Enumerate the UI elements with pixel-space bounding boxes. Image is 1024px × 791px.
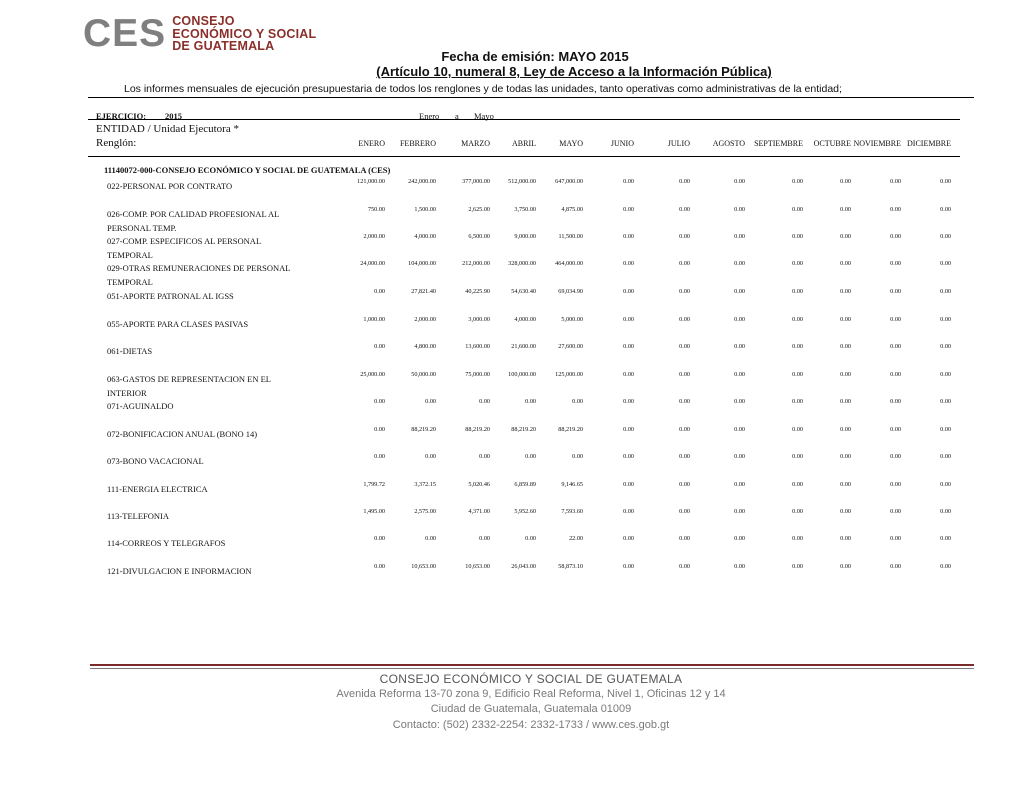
table-cell: 0.00: [679, 426, 690, 433]
row-label: 055-APORTE PARA CLASES PASIVAS: [107, 319, 249, 329]
table-cell: 0.00: [734, 288, 745, 295]
month-header: NOVIEMBRE: [853, 139, 901, 148]
table-cell: 88,219.20: [511, 426, 536, 433]
table-cell: 3,372.15: [414, 481, 436, 488]
month-header: AGOSTO: [712, 139, 745, 148]
periodo-to: Mayo: [474, 111, 494, 121]
table-cell: 9,000.00: [514, 233, 536, 240]
table-cell: 0.00: [890, 260, 901, 267]
table-cell: 0.00: [792, 563, 803, 570]
table-cell: 0.00: [679, 563, 690, 570]
table-cell: 0.00: [623, 398, 634, 405]
month-header: OCTUBRE: [813, 139, 851, 148]
footer-title: CONSEJO ECONÓMICO Y SOCIAL DE GUATEMALA: [379, 672, 683, 686]
table-cell: 100,000.00: [508, 371, 536, 378]
table-cell: 26,043.00: [511, 563, 536, 570]
table-cell: 0.00: [890, 371, 901, 378]
table-cell: 0.00: [734, 535, 745, 542]
table-cell: 0.00: [623, 343, 634, 350]
table-cell: 0.00: [734, 371, 745, 378]
table-cell: 0.00: [792, 426, 803, 433]
entidad-label: ENTIDAD / Unidad Ejecutora *: [96, 123, 239, 135]
table-cell: 13,600.00: [465, 343, 490, 350]
header-bottom-rule: [88, 156, 960, 157]
table-cell: 0.00: [374, 563, 385, 570]
table-cell: 0.00: [840, 260, 851, 267]
table-cell: 0.00: [840, 343, 851, 350]
ejercicio-label: EJERCICIO:: [96, 111, 147, 121]
table-cell: 0.00: [734, 563, 745, 570]
table-cell: 0.00: [623, 288, 634, 295]
table-cell: 0.00: [840, 481, 851, 488]
table-cell: 750.00: [367, 206, 385, 213]
table-cell: 0.00: [890, 233, 901, 240]
table-cell: 0.00: [679, 233, 690, 240]
table-cell: 0.00: [890, 178, 901, 185]
table-cell: 2,625.00: [468, 206, 490, 213]
row-label: 027-COMP. ESPECIFICOS AL PERSONAL TEMPORAL: [107, 236, 261, 260]
table-cell: 121,000.00: [357, 178, 385, 185]
legal-reference: (Artículo 10, numeral 8, Ley de Acceso a la Información Pública): [376, 64, 772, 79]
table-cell: 0.00: [792, 371, 803, 378]
table-cell: 0.00: [940, 178, 951, 185]
table-cell: 1,500.00: [414, 206, 436, 213]
month-header: MAYO: [559, 139, 583, 148]
table-cell: 0.00: [734, 178, 745, 185]
table-cell: 0.00: [374, 453, 385, 460]
table-cell: 0.00: [734, 426, 745, 433]
row-label: 029-OTRAS REMUNERACIONES DE PERSONAL TEMPORAL: [107, 263, 291, 287]
table-cell: 0.00: [734, 343, 745, 350]
table-cell: 1,495.00: [363, 508, 385, 515]
table-cell: 647,000.00: [555, 178, 583, 185]
footer-rule: [90, 664, 974, 666]
table-cell: 2,000.00: [414, 316, 436, 323]
table-cell: 0.00: [840, 206, 851, 213]
table-cell: 0.00: [792, 343, 803, 350]
table-cell: 0.00: [679, 371, 690, 378]
table-cell: 3,000.00: [468, 316, 490, 323]
table-cell: 69,034.90: [558, 288, 583, 295]
table-cell: 0.00: [425, 535, 436, 542]
entity-name: 11140072-000-CONSEJO ECONÓMICO Y SOCIAL DE GUATEMALA (CES): [104, 165, 391, 175]
table-cell: 0.00: [374, 535, 385, 542]
table-cell: 1,000.00: [363, 316, 385, 323]
table-cell: 0.00: [792, 260, 803, 267]
table-cell: 0.00: [679, 178, 690, 185]
table-cell: 0.00: [940, 426, 951, 433]
table-cell: 0.00: [840, 535, 851, 542]
table-top-rule: [88, 119, 960, 120]
table-cell: 0.00: [734, 481, 745, 488]
table-cell: 24,000.00: [360, 260, 385, 267]
table-cell: 0.00: [374, 398, 385, 405]
table-cell: 512,000.00: [508, 178, 536, 185]
header-divider: [88, 97, 974, 98]
table-cell: 1,799.72: [363, 481, 385, 488]
table-cell: 27,821.40: [411, 288, 436, 295]
table-cell: 0.00: [479, 535, 490, 542]
table-cell: 0.00: [374, 288, 385, 295]
table-cell: 0.00: [679, 343, 690, 350]
ejercicio-value: 2015: [165, 111, 182, 121]
table-cell: 377,000.00: [462, 178, 490, 185]
table-cell: 0.00: [940, 206, 951, 213]
table-cell: 0.00: [890, 563, 901, 570]
month-header: DICIEMBRE: [907, 139, 951, 148]
table-cell: 0.00: [425, 453, 436, 460]
footer-rule-thin: [90, 668, 974, 669]
table-cell: 0.00: [525, 453, 536, 460]
table-cell: 5,952.60: [514, 508, 536, 515]
table-cell: 212,000.00: [462, 260, 490, 267]
table-cell: 0.00: [734, 233, 745, 240]
periodo-a: a: [455, 111, 459, 121]
table-cell: 0.00: [679, 398, 690, 405]
footer-city: Ciudad de Guatemala, Guatemala 01009: [430, 703, 632, 715]
table-cell: 0.00: [940, 508, 951, 515]
month-header: JULIO: [667, 139, 690, 148]
table-cell: 0.00: [623, 563, 634, 570]
table-cell: 0.00: [734, 260, 745, 267]
table-cell: 0.00: [940, 343, 951, 350]
row-label: 051-APORTE PATRONAL AL IGSS: [107, 291, 234, 301]
table-cell: 0.00: [623, 178, 634, 185]
table-cell: 0.00: [792, 535, 803, 542]
table-cell: 6,500.00: [468, 233, 490, 240]
table-cell: 10,653.00: [465, 563, 490, 570]
row-label: 111-ENERGIA ELECTRICA: [107, 484, 208, 494]
table-cell: 4,000.00: [514, 316, 536, 323]
table-cell: 0.00: [890, 398, 901, 405]
footer-address: Avenida Reforma 13-70 zona 9, Edificio Real Reforma, Nivel 1, Oficinas 12 y 14: [336, 688, 726, 700]
table-cell: 0.00: [792, 178, 803, 185]
table-cell: 0.00: [940, 453, 951, 460]
table-cell: 0.00: [890, 206, 901, 213]
table-cell: 0.00: [792, 206, 803, 213]
month-header: FEBRERO: [399, 139, 436, 148]
table-cell: 0.00: [623, 453, 634, 460]
table-cell: 0.00: [890, 535, 901, 542]
table-cell: 0.00: [734, 398, 745, 405]
table-cell: 0.00: [890, 508, 901, 515]
table-cell: 2,575.00: [414, 508, 436, 515]
table-cell: 10,653.00: [411, 563, 436, 570]
table-cell: 0.00: [940, 398, 951, 405]
row-label: 121-DIVULGACION E INFORMACION: [107, 566, 252, 576]
table-cell: 0.00: [479, 453, 490, 460]
table-cell: 0.00: [679, 206, 690, 213]
month-header: MARZO: [461, 139, 490, 148]
table-cell: 0.00: [525, 535, 536, 542]
table-cell: 2,000.00: [363, 233, 385, 240]
table-cell: 88,219.20: [558, 426, 583, 433]
table-cell: 0.00: [623, 481, 634, 488]
row-label: 114-CORREOS Y TELEGRAFOS: [107, 538, 226, 548]
table-cell: 0.00: [425, 398, 436, 405]
table-cell: 40,225.90: [465, 288, 490, 295]
table-cell: 88,219.20: [411, 426, 436, 433]
table-cell: 22.00: [569, 535, 583, 542]
table-cell: 4,000.00: [414, 233, 436, 240]
table-cell: 0.00: [734, 316, 745, 323]
table-cell: 0.00: [940, 535, 951, 542]
row-label: 026-COMP. POR CALIDAD PROFESIONAL AL PERSONAL TEMP.: [107, 209, 279, 233]
table-cell: 4,875.00: [561, 206, 583, 213]
month-header: JUNIO: [610, 139, 634, 148]
row-label: 113-TELEFONIA: [107, 511, 170, 521]
month-header: SEPTIEMBRE: [754, 139, 803, 148]
table-cell: 0.00: [840, 233, 851, 240]
table-cell: 11,500.00: [558, 233, 583, 240]
table-cell: 0.00: [890, 343, 901, 350]
table-cell: 0.00: [840, 426, 851, 433]
report-description: Los informes mensuales de ejecución presupuestaria de todos los renglones y de todas las unidades, tanto operativas como administrativas de la entidad;: [124, 83, 842, 95]
table-cell: 88,219.20: [465, 426, 490, 433]
table-cell: 464,000.00: [555, 260, 583, 267]
logo-text: [172, 15, 316, 53]
table-cell: 0.00: [679, 288, 690, 295]
table-cell: 0.00: [623, 206, 634, 213]
table-cell: 0.00: [840, 453, 851, 460]
table-cell: 9,146.65: [561, 481, 583, 488]
ces-logo: [83, 14, 316, 54]
table-cell: 0.00: [679, 481, 690, 488]
table-cell: 3,750.00: [514, 206, 536, 213]
table-cell: 104,000.00: [408, 260, 436, 267]
table-cell: 0.00: [890, 453, 901, 460]
row-label: 063-GASTOS DE REPRESENTACION EN EL INTERIOR: [107, 374, 271, 398]
row-label: 022-PERSONAL POR CONTRATO: [107, 181, 233, 191]
table-cell: 0.00: [940, 481, 951, 488]
table-cell: 4,371.00: [468, 508, 490, 515]
table-cell: 6,859.89: [514, 481, 536, 488]
table-cell: 0.00: [890, 481, 901, 488]
table-cell: 0.00: [840, 508, 851, 515]
table-cell: 27,600.00: [558, 343, 583, 350]
logo-mark: CES: [83, 12, 167, 55]
table-cell: 50,000.00: [411, 371, 436, 378]
table-cell: 7,593.60: [561, 508, 583, 515]
month-header: ABRIL: [512, 139, 536, 148]
table-cell: 0.00: [792, 481, 803, 488]
table-cell: 0.00: [792, 233, 803, 240]
table-cell: 0.00: [840, 288, 851, 295]
table-cell: 0.00: [734, 206, 745, 213]
table-cell: 0.00: [374, 426, 385, 433]
table-cell: 0.00: [940, 288, 951, 295]
table-cell: 0.00: [890, 316, 901, 323]
table-cell: 0.00: [792, 508, 803, 515]
table-cell: 0.00: [479, 398, 490, 405]
table-cell: 0.00: [374, 343, 385, 350]
table-cell: 0.00: [623, 535, 634, 542]
table-cell: 0.00: [623, 233, 634, 240]
logo-line: DE GUATEMALA: [172, 39, 275, 54]
table-cell: 0.00: [572, 453, 583, 460]
table-cell: 0.00: [940, 233, 951, 240]
table-cell: 75,000.00: [465, 371, 490, 378]
table-cell: 58,873.10: [558, 563, 583, 570]
table-cell: 0.00: [840, 398, 851, 405]
table-cell: 0.00: [792, 398, 803, 405]
table-cell: 5,020.46: [468, 481, 490, 488]
row-label: 072-BONIFICACION ANUAL (BONO 14): [107, 429, 258, 439]
table-cell: 328,000.00: [508, 260, 536, 267]
table-cell: 0.00: [679, 260, 690, 267]
table-cell: 0.00: [940, 563, 951, 570]
table-cell: 25,000.00: [360, 371, 385, 378]
logo-line: ECONÓMICO Y SOCIAL: [172, 26, 317, 41]
table-cell: 0.00: [734, 508, 745, 515]
table-cell: 54,630.40: [511, 288, 536, 295]
table-cell: 0.00: [840, 178, 851, 185]
table-cell: 0.00: [623, 426, 634, 433]
table-cell: 0.00: [890, 288, 901, 295]
table-cell: 0.00: [890, 426, 901, 433]
table-cell: 0.00: [623, 371, 634, 378]
issue-date: Fecha de emisión: MAYO 2015: [441, 49, 629, 64]
table-cell: 0.00: [623, 316, 634, 323]
logo-line: CONSEJO: [172, 14, 235, 29]
row-label: 071-AGUINALDO: [107, 401, 174, 411]
table-cell: 0.00: [840, 316, 851, 323]
table-cell: 0.00: [940, 371, 951, 378]
table-cell: 0.00: [623, 508, 634, 515]
table-cell: 0.00: [679, 535, 690, 542]
footer-contact: Contacto: (502) 2332-2254: 2332-1733 / www.ces.gob.gt: [392, 719, 670, 731]
table-cell: 0.00: [525, 398, 536, 405]
table-cell: 0.00: [940, 260, 951, 267]
table-cell: 0.00: [792, 453, 803, 460]
table-cell: 0.00: [572, 398, 583, 405]
periodo-from: Enero: [419, 111, 440, 121]
table-cell: 0.00: [792, 316, 803, 323]
table-cell: 21,600.00: [511, 343, 536, 350]
table-cell: 125,000.00: [555, 371, 583, 378]
table-cell: 0.00: [679, 316, 690, 323]
table-cell: 0.00: [623, 260, 634, 267]
table-cell: 242,000.00: [408, 178, 436, 185]
row-label: 061-DIETAS: [107, 346, 153, 356]
table-cell: 5,000.00: [561, 316, 583, 323]
table-cell: 0.00: [734, 453, 745, 460]
table-cell: 0.00: [940, 316, 951, 323]
table-cell: 0.00: [679, 453, 690, 460]
month-header: ENERO: [358, 139, 385, 148]
table-cell: 4,800.00: [414, 343, 436, 350]
renglon-label: Renglón:: [96, 137, 137, 149]
table-cell: 0.00: [792, 288, 803, 295]
table-cell: 0.00: [840, 563, 851, 570]
table-cell: 0.00: [679, 508, 690, 515]
row-label: 073-BONO VACACIONAL: [107, 456, 204, 466]
table-cell: 0.00: [840, 371, 851, 378]
